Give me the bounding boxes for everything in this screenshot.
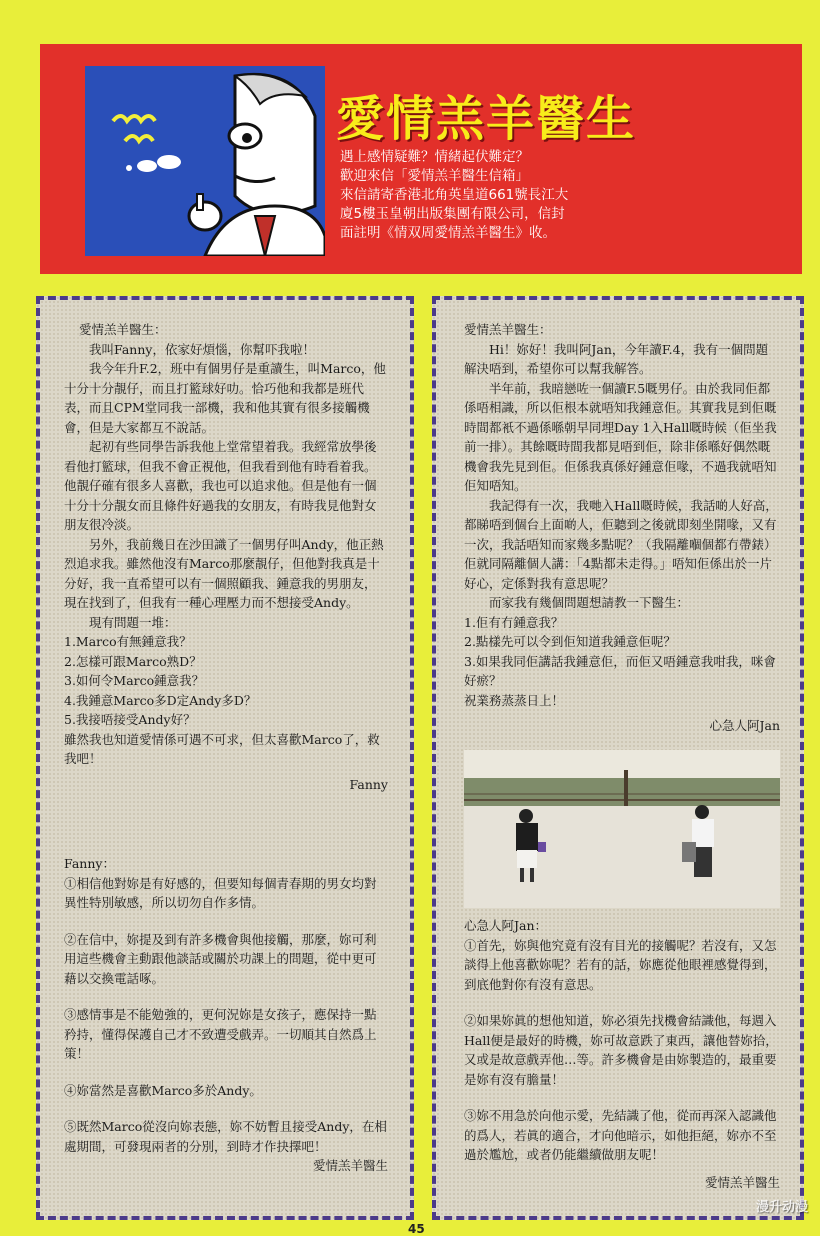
column-title: 愛情羔羊醫生 — [336, 91, 637, 147]
letter-salutation: 愛情羔羊醫生： — [79, 322, 167, 337]
column-intro — [340, 148, 780, 243]
intro-line: 歡迎來信「愛情羔羊醫生信箱」 — [340, 168, 529, 184]
letter-signature: Fanny — [349, 776, 388, 792]
reply-signature: 愛情羔羊醫生 — [312, 1158, 388, 1173]
reply-point: ②在信中，妳提及到有許多機會與他接觸，那麼，妳可利用這些機會主動跟他談話或關於功課上的問題，從中更可藉以交換電話啄。 — [64, 931, 377, 986]
page-number: 45 — [408, 1222, 425, 1236]
letter-question: 2.怎樣可跟Marco熟D？ — [64, 653, 202, 669]
cartoon-illustration — [85, 66, 325, 256]
reply-point: ⑤既然Marco從沒向妳表態，妳不妨暫且接受Andy，在相處期間，可發現兩者的分別，到時才作抉擇吧！ — [64, 1119, 387, 1154]
letter-paragraph: 半年前，我暗戀咗一個讀F.5嘅男仔。由於我同佢都係唔相識，所以佢根本就唔知我鍾意佢。其實我見到佢嘅時間都衹不過係喺朝早同埋Day 1入Hall嘅時候（佢坐我前一排）。其餘嘅時間我都見唔到佢，除非係喺好偶然嘅機會我先見到佢。佢係我真係好鍾意佢喙，不過我就唔知佢知唔知。 — [464, 380, 777, 493]
letter-signature: 心急人阿Jan — [709, 718, 780, 733]
fanny-letter — [64, 320, 388, 794]
header-banner — [40, 44, 802, 274]
letter-paragraph: 而家我有幾個問題想請教一下醫生： — [489, 595, 690, 610]
reply-point: ③感情事是不能勉強的，更何況妳是女孩子，應保持一點矜持，懂得保護自己才不致遭受戲弄。一切順其自然爲上策！ — [64, 1007, 377, 1061]
letter-paragraph: 我叫Fanny，依家好煩惱，你幫吓我啦！ — [89, 341, 315, 357]
reply-point: ①相信他對妳是有好感的，但要知每個青春期的男女均對異性特別敏感，所以切勿自作多情。 — [64, 875, 377, 910]
reply-point: ②如果妳眞的想他知道，妳必須先找機會結識他，每週入Hall便是最好的時機，妳可故意跌了東西，讓他替妳拾，又或是故意戲弄他…等。許多機會是由妳製造的，最重要是妳有沒有膽量！ — [464, 1013, 778, 1087]
reply-point: ①首先，妳與他究竟有沒有目光的接觸呢？若沒有，又怎談得上他喜歡妳呢？若有的話，妳應從他眼裡感覺得到，到底他對你有沒有意思。 — [464, 937, 777, 992]
letter-paragraph: 起初有些同學告訴我他上堂常望着我。我經常放學後看他打籃球，但我不會正視他，但我看到他有時看着我。他靚仔確有很多人喜歡，我也可以追求他。但是他有一個十分十分靚女而且條件好過我的女朋友，有時我見他對女朋友很冷淡。 — [64, 439, 377, 532]
reply-salutation: 心急人阿Jan： — [464, 918, 548, 933]
letter-paragraph: 另外，我前幾日在沙田識了一個男仔叫Andy，他正熱烈追求我。雖然他沒有Marco那麼靚仔，但他對我真是十分好，我一直希望可以有一個照顧我、鍾意我的男朋友，現在找到了，但我有一種心理壓力而不想接受Andy。 — [64, 536, 384, 610]
letter-question: 3.如何令Marco鍾意我？ — [64, 673, 205, 688]
intro-line: 面註明《情双周愛情羔羊醫生》收。 — [340, 225, 556, 241]
reply-point: ③妳不用急於向他示愛，先結識了他，從而再深入認識他的爲人，若眞的適合，才向他暗示，如他拒絕，妳亦不至過於尷尬，或者仍能繼續做朋友呢！ — [464, 1108, 777, 1162]
letter-question: 1.佢有冇鍾意我？ — [464, 614, 564, 630]
letter-paragraph: Hi！妳好！我叫阿Jan，今年讀F.4，我有一個問題解決唔到，希望你可以幫我解答。 — [464, 341, 769, 376]
letter-question: 5.我接唔接受Andy好？ — [64, 712, 196, 727]
letter-paragraph: 我今年升F.2，班中有個男仔是重讀生，叫Marco，他十分十分靚仔，而且打籃球好叻。恰巧他和我都是班代表，而且CPM堂同我一部機，我和他其實有很多接觸機會，但是大家都互不說話。 — [64, 361, 386, 435]
letter-question: 2.點樣先可以令到佢知道我鍾意佢呢？ — [464, 634, 676, 649]
letter-question: 3.如果我同佢講話我鍾意佢，而佢又唔鍾意我咁我，咪會好瘀？ — [464, 653, 776, 688]
reply-point: ④妳當然是喜歡Marco多於Andy。 — [64, 1082, 262, 1098]
schoolyard-photo — [464, 750, 780, 908]
intro-line: 來信請寄香港北角英皇道661號長江大 — [340, 187, 569, 203]
letter-panel-fanny — [36, 296, 414, 1220]
letter-question: 4.我鍾意Marco多D定Andy多D？ — [64, 692, 257, 708]
letter-closing: 祝業務蒸蒸日上！ — [464, 692, 565, 708]
jan-reply — [464, 916, 780, 1192]
fanny-reply — [64, 854, 388, 1176]
letter-closing: 雖然我也知道愛情係可遇不可求，但太喜歡Marco了，救我吧！ — [64, 731, 380, 766]
intro-line: 遇上感情疑難？情緒起伏難定？ — [340, 149, 529, 165]
intro-line: 廈5樓玉皇朝出版集團有限公司，信封 — [340, 206, 565, 222]
site-watermark: 漫升动漫 — [755, 1200, 808, 1215]
letter-paragraph: 現有問題一堆： — [89, 614, 177, 630]
letter-question: 1.Marco有無鍾意我？ — [64, 634, 192, 649]
reply-signature: 愛情羔羊醫生 — [704, 1174, 780, 1190]
letter-panel-jan — [432, 296, 804, 1220]
reply-salutation: Fanny： — [64, 856, 115, 871]
jan-letter — [464, 320, 780, 736]
letter-salutation: 愛情羔羊醫生： — [464, 322, 552, 337]
letter-paragraph: 我記得有一次，我哋入Hall嘅時候，我話啲人好高，都睇唔到個台上面啲人，佢聽到之後就即刻坐開喙，又有一次，我話唔知而家幾多點呢？（我隔離嗰個都冇帶錶）佢就同隔離個人講：「4點都未走得。」唔知佢係出於一片好心，定係對我有意思呢？ — [464, 497, 778, 591]
